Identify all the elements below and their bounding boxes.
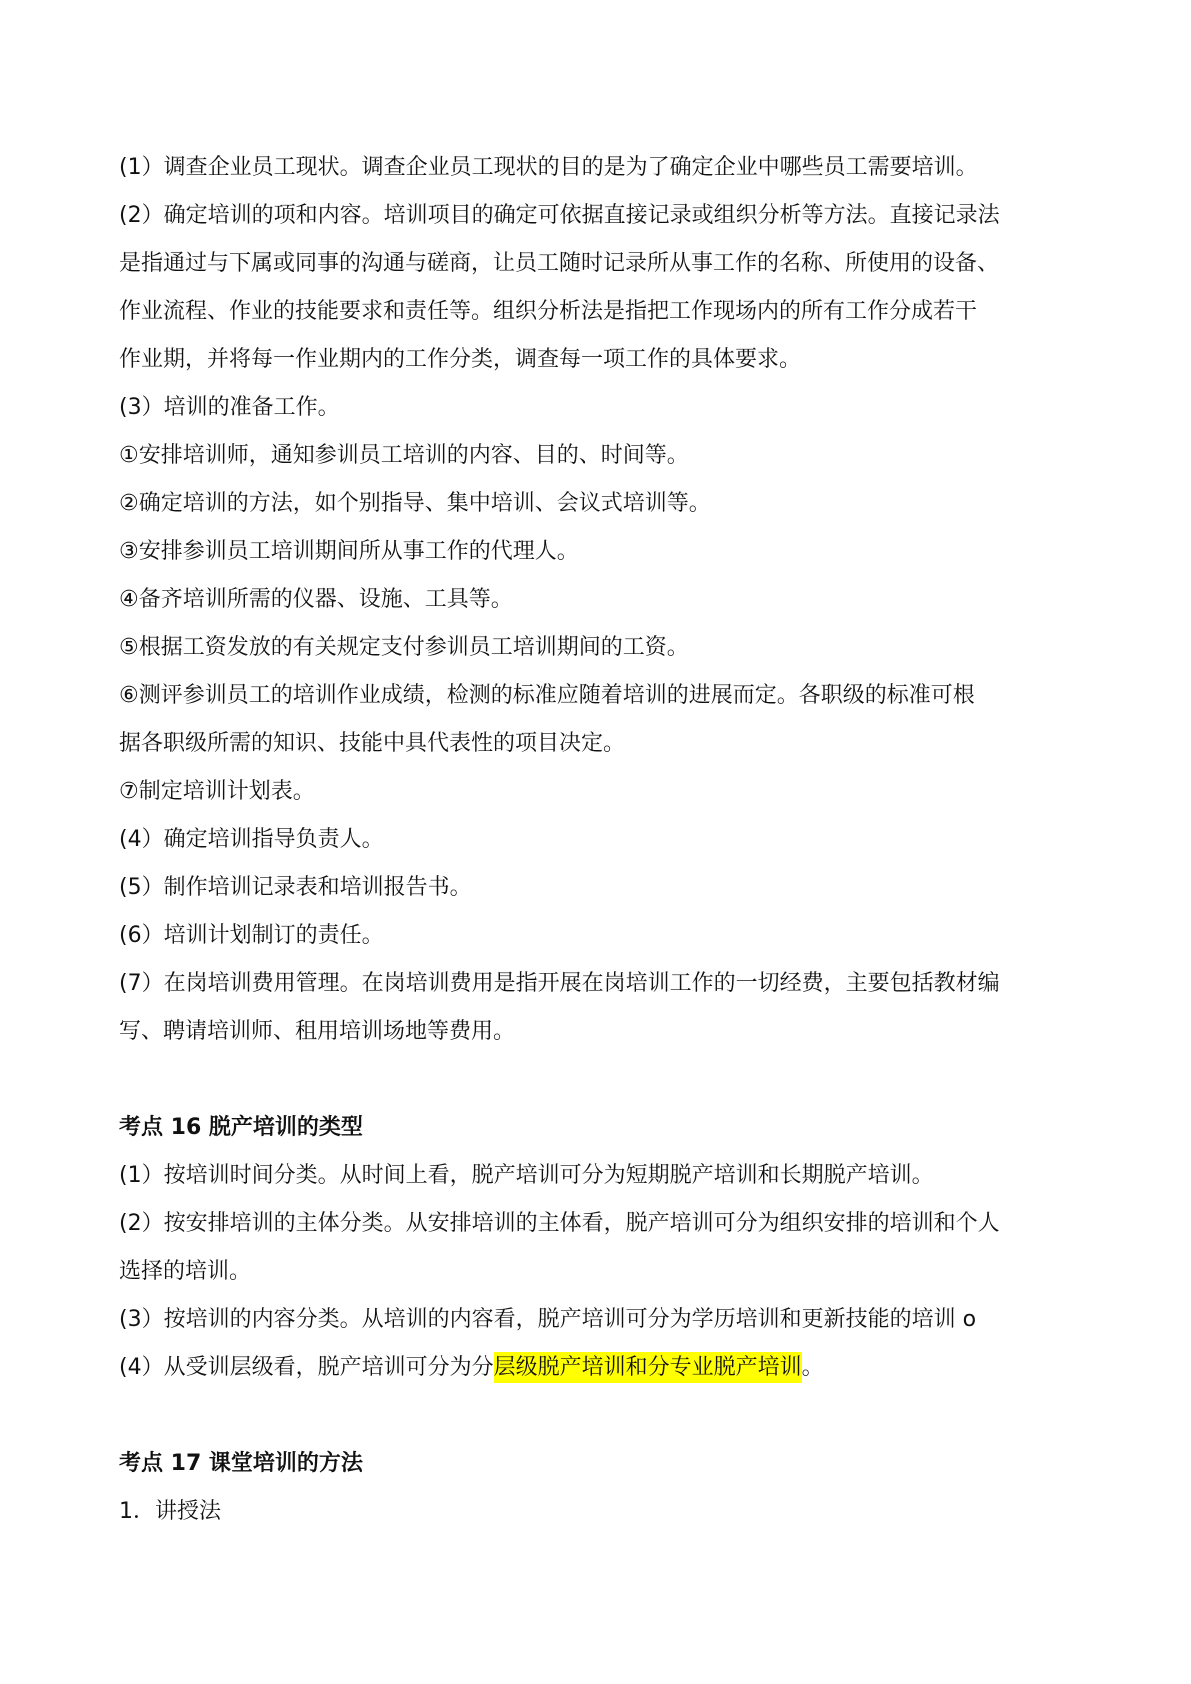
paragraph-line: ①安排培训师，通知参训员工培训的内容、目的、时间等。 — [119, 443, 689, 468]
paragraph-line: (3）培训的准备工作。 — [119, 395, 340, 420]
paragraph-line: 作业流程、作业的技能要求和责任等。组织分析法是指把工作现场内的所有工作分成若干 — [119, 299, 978, 324]
highlighted-text: 层级脱产培训和分专业脱产培训 — [494, 1352, 802, 1383]
paragraph-line: 据各职级所需的知识、技能中具代表性的项目决定。 — [119, 731, 626, 756]
paragraph-line: 选择的培训。 — [119, 1259, 252, 1284]
paragraph-line: ③安排参训员工培训期间所从事工作的代理人。 — [119, 539, 579, 564]
paragraph-line: 1．讲授法 — [119, 1499, 221, 1524]
paragraph-line: (2）确定培训的项和内容。培训项目的确定可依据直接记录或组织分析等方法。直接记录法 — [119, 203, 1000, 228]
section-heading: 考点 16 脱产培训的类型 — [119, 1115, 363, 1140]
paragraph-line: ⑦制定培训计划表。 — [119, 779, 315, 804]
paragraph-line: (3）按培训的内容分类。从培训的内容看，脱产培训可分为学历培训和更新技能的培训 o — [119, 1307, 977, 1332]
section-spacer — [119, 1056, 1079, 1104]
paragraph-line: (1）调查企业员工现状。调查企业员工现状的目的是为了确定企业中哪些员工需要培训。 — [119, 155, 978, 180]
line-suffix: 。 — [801, 1355, 824, 1380]
paragraph-line: (1）按培训时间分类。从时间上看，脱产培训可分为短期脱产培训和长期脱产培训。 — [119, 1163, 934, 1188]
paragraph-line: ④备齐培训所需的仪器、设施、工具等。 — [119, 587, 513, 612]
paragraph-line: (7）在岗培训费用管理。在岗培训费用是指开展在岗培训工作的一切经费，主要包括教材编 — [119, 971, 1000, 996]
section-spacer — [119, 1392, 1079, 1440]
line-prefix: (4）从受训层级看，脱产培训可分为分 — [119, 1355, 494, 1380]
paragraph-line: 作业期，并将每一作业期内的工作分类，调查每一项工作的具体要求。 — [119, 347, 802, 372]
paragraph-line: ②确定培训的方法，如个别指导、集中培训、会议式培训等。 — [119, 491, 711, 516]
paragraph-line: ⑤根据工资发放的有关规定支付参训员工培训期间的工资。 — [119, 635, 689, 660]
paragraph-line: 是指通过与下属或同事的沟通与磋商，让员工随时记录所从事工作的名称、所使用的设备、 — [119, 251, 1000, 276]
document-body — [119, 144, 1079, 1536]
section-heading: 考点 17 课堂培训的方法 — [119, 1451, 363, 1476]
paragraph-line: ⑥测评参训员工的培训作业成绩，检测的标准应随着培训的进展而定。各职级的标准可根 — [119, 683, 975, 708]
paragraph-line: (2）按安排培训的主体分类。从安排培训的主体看，脱产培训可分为组织安排的培训和个人 — [119, 1211, 1000, 1236]
paragraph-line: (4）确定培训指导负责人。 — [119, 827, 384, 852]
paragraph-line: (6）培训计划制订的责任。 — [119, 923, 384, 948]
paragraph-line: 写、聘请培训师、租用培训场地等费用。 — [119, 1019, 516, 1044]
paragraph-line: (5）制作培训记录表和培训报告书。 — [119, 875, 472, 900]
paragraph-line-highlighted — [119, 1344, 1079, 1392]
